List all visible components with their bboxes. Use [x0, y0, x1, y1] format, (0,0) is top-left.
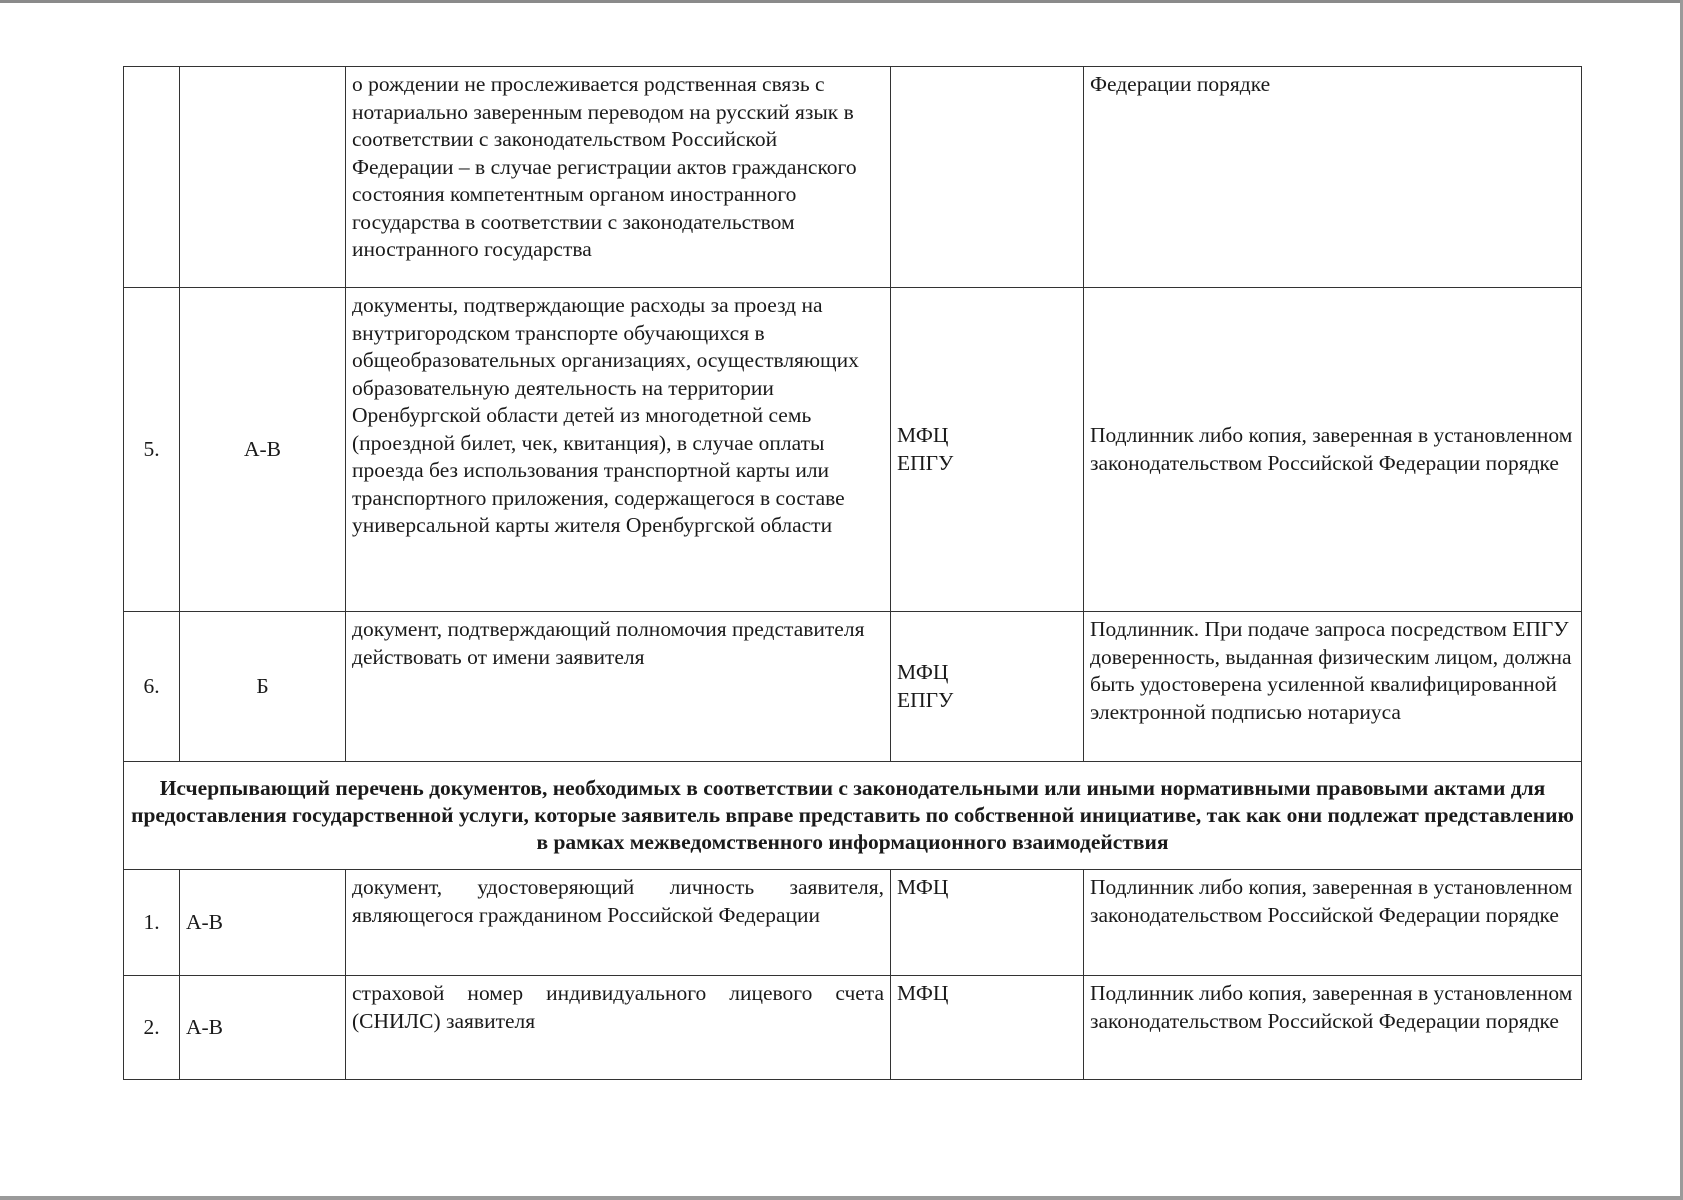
table-row: [124, 976, 1582, 1080]
row-document: документ, удостоверяющий личность заявителя, являющегося гражданином Российской Федерации: [346, 870, 891, 976]
table-row: [124, 612, 1582, 762]
row-form: Подлинник либо копия, заверенная в установленном законодательством Российской Федерации порядке: [1084, 976, 1582, 1080]
row-category: Б: [180, 612, 346, 762]
section-heading: Исчерпывающий перечень документов, необходимых в соответствии с законодательными или иными нормативными правовыми актами для предоставления государственной услуги, которые заявитель вправе представить по собственной инициативе, так как они подлежат представлению в рамках межведомственного информационного взаимодействия: [124, 762, 1582, 870]
where-epgu: ЕПГУ: [897, 450, 954, 475]
where-epgu: ЕПГУ: [897, 687, 954, 712]
row-form: Подлинник. При подаче запроса посредством ЕПГУ доверенность, выданная физическим лицом, должна быть удостоверена усиленной квалифицированной электронной подписью нотариуса: [1084, 612, 1582, 762]
row-document: страховой номер индивидуального лицевого счета (СНИЛС) заявителя: [346, 976, 891, 1080]
row-number: [124, 67, 180, 288]
row-category: А-В: [180, 976, 346, 1080]
row-where: МФЦ: [891, 976, 1084, 1080]
row-where: [891, 67, 1084, 288]
scan-edge-bottom: [0, 1196, 1683, 1200]
row-number: 1.: [124, 870, 180, 976]
row-category: А-В: [180, 288, 346, 612]
row-document: о рождении не прослеживается родственная связь с нотариально заверенным переводом на русский язык в соответствии с законодательством Российской Федерации – в случае регистрации актов гражданского состояния компетентным органом иностранного государства в соответствии с законодательством иностранного государства: [346, 67, 891, 288]
row-form: Подлинник либо копия, заверенная в установленном законодательством Российской Федерации порядке: [1084, 870, 1582, 976]
row-form: Подлинник либо копия, заверенная в установленном законодательством Российской Федерации порядке: [1084, 288, 1582, 612]
where-mfc: МФЦ: [897, 660, 949, 684]
table-row: [124, 288, 1582, 612]
row-number: 6.: [124, 612, 180, 762]
table-row: [124, 870, 1582, 976]
row-form: Федерации порядке: [1084, 67, 1582, 288]
table-row: [124, 67, 1582, 288]
scan-edge-top: [0, 0, 1683, 3]
documents-table: [123, 66, 1582, 1080]
row-category: [180, 67, 346, 288]
row-category: А-В: [180, 870, 346, 976]
row-document: документ, подтверждающий полномочия представителя действовать от имени заявителя: [346, 612, 891, 762]
row-number: 5.: [124, 288, 180, 612]
section-row: [124, 762, 1582, 870]
row-where: МФЦ: [891, 870, 1084, 976]
row-document: документы, подтверждающие расходы за проезд на внутригородском транспорте обучающихся в общеобразовательных организациях, осуществляющих образовательную деятельность на территории Оренбургской области детей из многодетной семь (проездной билет, чек, квитанция), в случае оплаты проезда без использования транспортной карты или транспортного приложения, содержащегося в составе универсальной карты жителя Оренбургской области: [346, 288, 891, 612]
where-mfc: МФЦ: [897, 423, 949, 447]
row-where: [891, 612, 1084, 762]
row-where: [891, 288, 1084, 612]
row-number: 2.: [124, 976, 180, 1080]
